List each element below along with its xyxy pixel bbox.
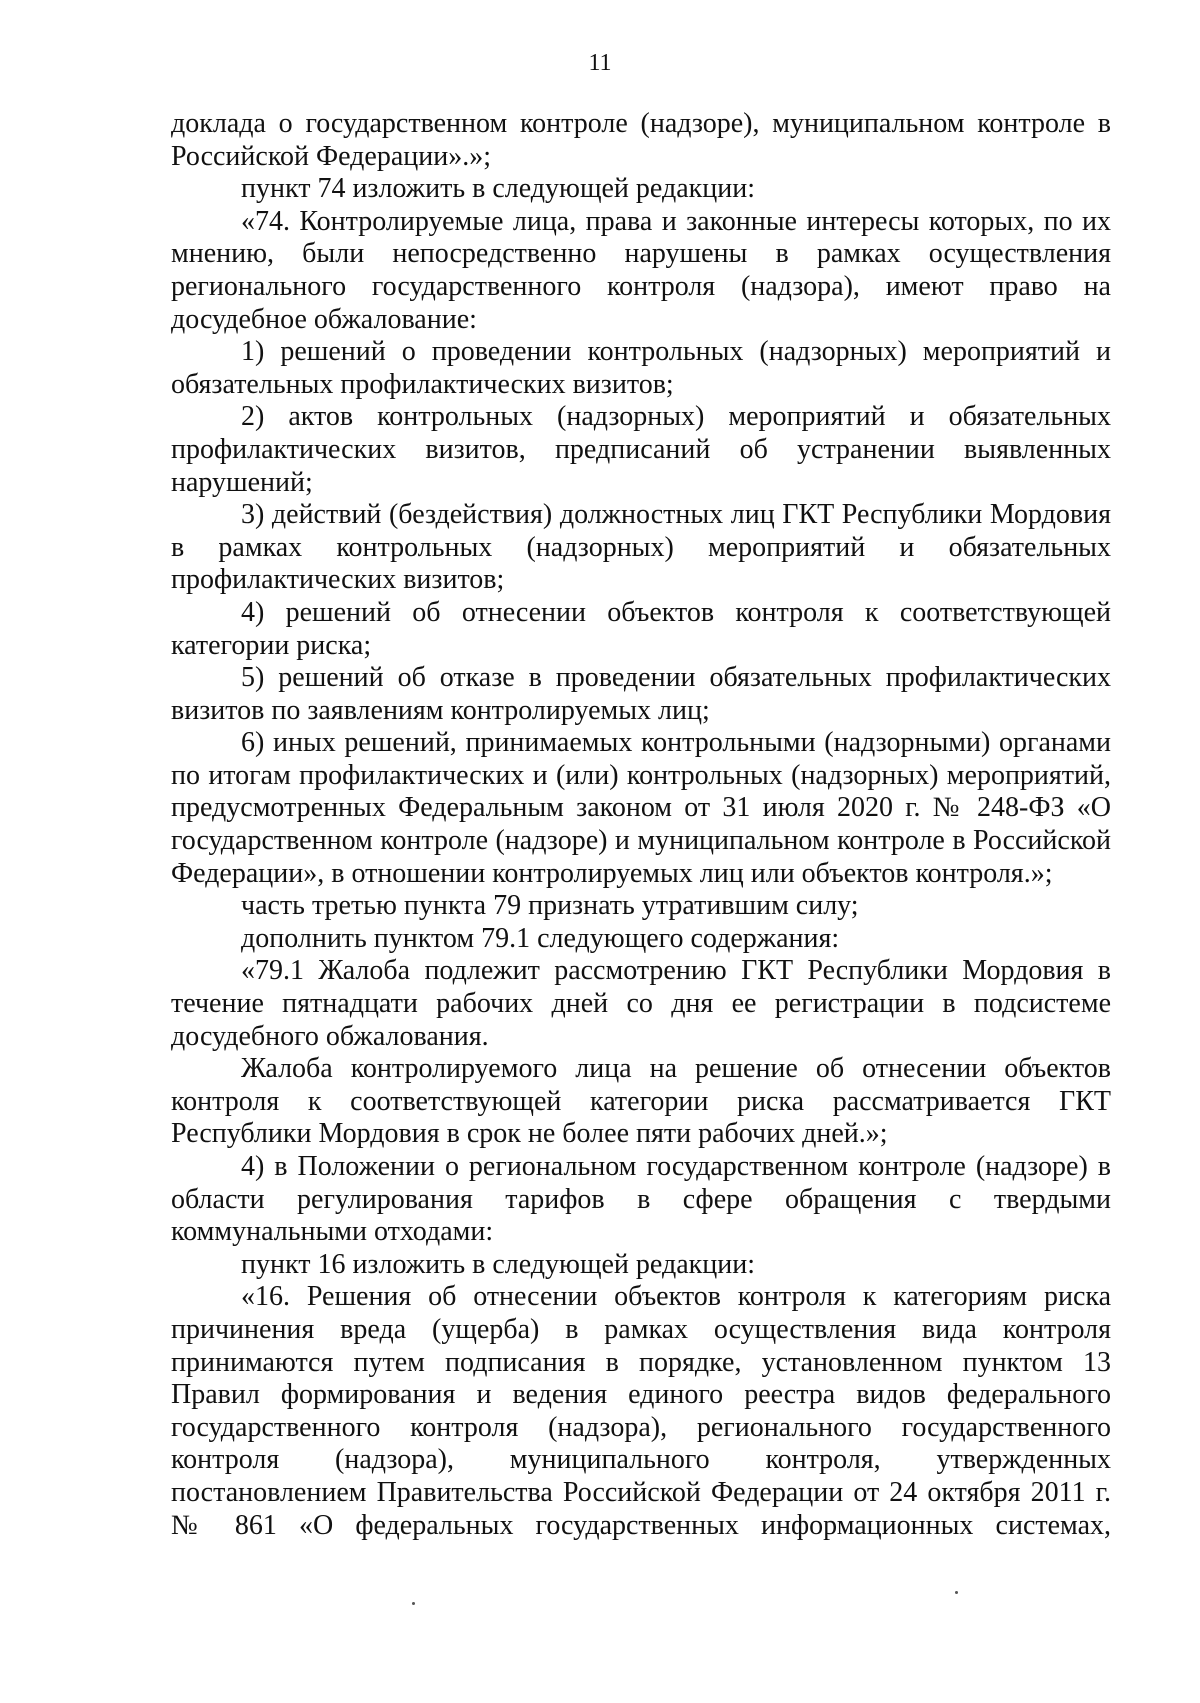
paragraph-16: «16. Решения об отнесении объектов контроля к категориям риска причинения вреда (ущерба) в рамках осуществления вида контроля принимаются путем подписания в порядке, установленном пунктом 13 Правил формирования и ведения единого реестра видов федерального государственного контроля (надзора), регионального государственного контроля (надзора), муниципального контроля, утвержденных постановлением Правительства Российской Федерации от 24 октября 2011 г. № 861 «О федеральных государственных информационных системах, — [171, 1281, 1111, 1541]
paragraph-2: пункт 74 изложить в следующей редакции: — [241, 173, 755, 205]
scan-speck — [955, 1591, 958, 1594]
paragraph-11: дополнить пунктом 79.1 следующего содержания: — [241, 922, 840, 954]
paragraph-8: 5) решений об отказе в проведении обязательных профилактических визитов по заявлениям контролируемых лиц; — [171, 662, 1111, 726]
paragraph-14: 4) в Положении о региональном государственном контроле (надзоре) в области регулирования тарифов в сфере обращения с твердыми коммунальными отходами: — [171, 1151, 1111, 1248]
paragraph-7: 4) решений об отнесении объектов контроля к соответствующей категории риска; — [171, 596, 1111, 661]
paragraph-15: пункт 16 изложить в следующей редакции: — [241, 1248, 755, 1280]
paragraph-12: «79.1 Жалоба подлежит рассмотрению ГКТ Республики Мордовия в течение пятнадцати рабочих дней со дня ее регистрации в подсистеме досудебного обжалования. — [171, 955, 1111, 1052]
page-number: 11 — [588, 50, 612, 76]
paragraph-6: 3) действий (бездействия) должностных лиц ГКТ Республики Мордовия в рамках контрольных (надзорных) мероприятий и обязательных профилактических визитов; — [171, 499, 1111, 596]
paragraph-10: часть третью пункта 79 признать утратившим силу; — [241, 890, 859, 922]
paragraph-5: 2) актов контрольных (надзорных) мероприятий и обязательных профилактических визитов, предписаний об устранении выявленных нарушений; — [171, 401, 1111, 498]
paragraph-9: 6) иных решений, принимаемых контрольными (надзорными) органами по итогам профилактических и (или) контрольных (надзорных) мероприятий, предусмотренных Федеральным законом от 31 июля 2020 г. № 248-ФЗ «О государственном контроле (надзоре) и муниципальном контроле в Российской Федерации», в отношении контролируемых лиц или объектов контроля.»; — [171, 727, 1111, 889]
paragraph-1: доклада о государственном контроле (надзоре), муниципальном контроле в Российской Федерации».»; — [171, 108, 1111, 172]
paragraph-4: 1) решений о проведении контрольных (надзорных) мероприятий и обязательных профилактических визитов; — [171, 336, 1111, 400]
scan-speck — [412, 1602, 415, 1605]
document-body — [171, 108, 1111, 1542]
paragraph-3: «74. Контролируемые лица, права и законные интересы которых, по их мнению, были непосредственно нарушены в рамках осуществления регионального государственного контроля (надзора), имеют право на досудебное обжалование: — [171, 205, 1111, 335]
paragraph-13: Жалоба контролируемого лица на решение об отнесении объектов контроля к соответствующей категории риска рассматривается ГКТ Республики Мордовия в срок не более пяти рабочих дней.»; — [171, 1053, 1111, 1150]
